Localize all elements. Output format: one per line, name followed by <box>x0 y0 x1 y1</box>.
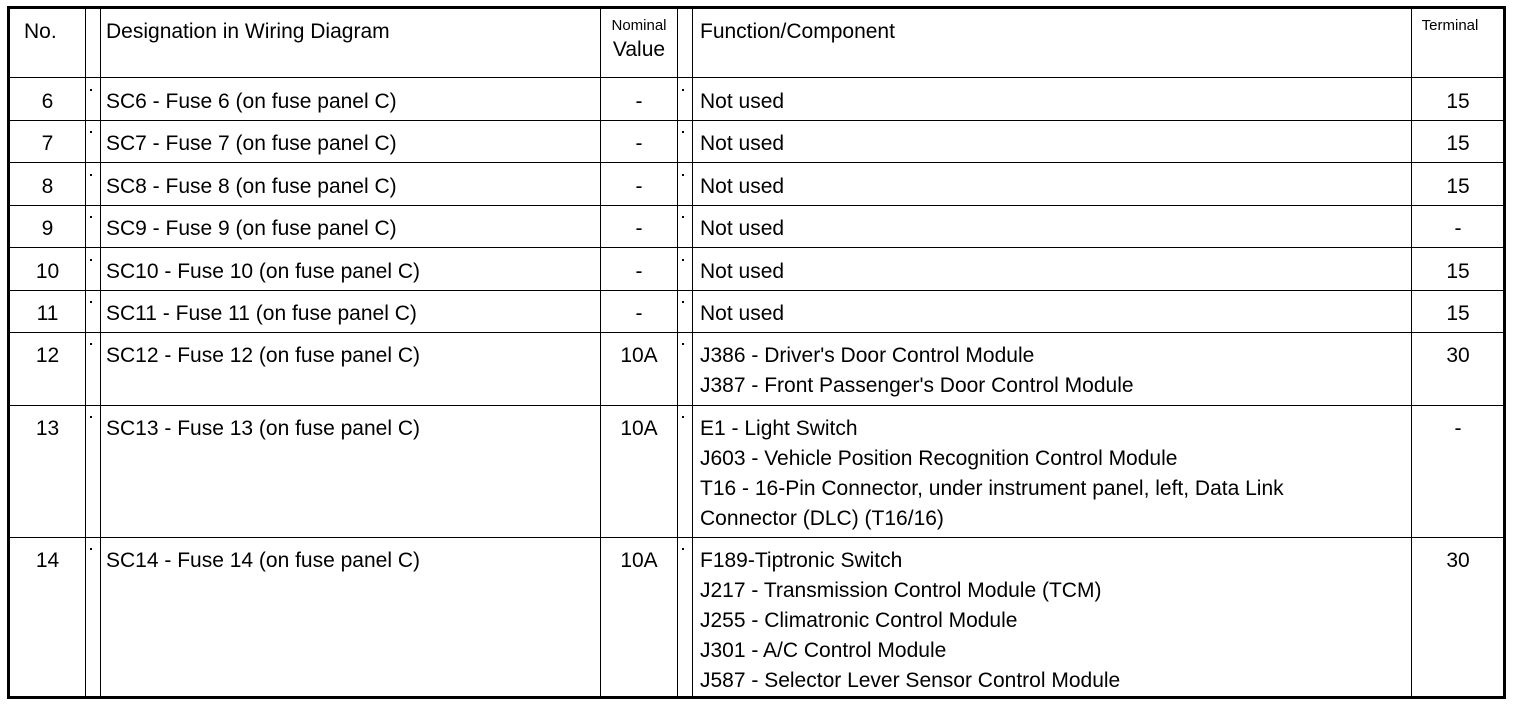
row-function: Connector (DLC) (T16/16) <box>700 507 944 530</box>
row-value: 10A <box>620 344 658 367</box>
row-divider <box>10 205 1503 206</box>
row-function: Not used <box>700 132 785 155</box>
row-designation: SC14 - Fuse 14 (on fuse panel C) <box>106 549 420 572</box>
row-function: Not used <box>700 260 785 283</box>
header-no: No. <box>24 20 57 43</box>
row-value: - <box>635 175 643 198</box>
row-terminal: - <box>1454 217 1462 240</box>
tick-mark <box>682 416 684 418</box>
tick-mark <box>682 548 684 550</box>
row-function: J387 - Front Passenger's Door Control Module <box>700 374 1134 397</box>
row-designation: SC6 - Fuse 6 (on fuse panel C) <box>106 90 397 113</box>
row-no: 10 <box>35 260 60 283</box>
row-divider <box>10 120 1503 121</box>
tick-mark <box>90 216 92 218</box>
header-divider <box>10 77 1503 78</box>
tick-mark <box>90 548 92 550</box>
row-value: 10A <box>620 417 658 440</box>
row-designation: SC10 - Fuse 10 (on fuse panel C) <box>106 260 420 283</box>
row-value: - <box>635 302 643 325</box>
row-function: Not used <box>700 90 785 113</box>
row-value: - <box>635 90 643 113</box>
row-function: J217 - Transmission Control Module (TCM) <box>700 579 1102 602</box>
row-terminal: - <box>1454 417 1462 440</box>
row-function: J386 - Driver's Door Control Module <box>700 344 1035 367</box>
row-divider <box>10 290 1503 291</box>
row-terminal: 15 <box>1446 260 1470 283</box>
tick-mark <box>682 216 684 218</box>
row-terminal: 15 <box>1446 132 1470 155</box>
row-divider <box>10 405 1503 406</box>
row-terminal: 30 <box>1446 344 1470 367</box>
header-designation: Designation in Wiring Diagram <box>106 20 390 43</box>
tick-mark <box>682 174 684 176</box>
tick-mark <box>90 259 92 261</box>
tick-mark <box>682 131 684 133</box>
row-terminal: 15 <box>1446 90 1470 113</box>
tick-mark <box>90 174 92 176</box>
header-nominal: Nominal <box>611 17 667 34</box>
row-value: - <box>635 217 643 240</box>
row-no: 14 <box>35 549 60 572</box>
row-designation: SC7 - Fuse 7 (on fuse panel C) <box>106 132 397 155</box>
row-function: E1 - Light Switch <box>700 417 858 440</box>
row-function: F189-Tiptronic Switch <box>700 549 903 572</box>
row-no: 6 <box>41 90 54 113</box>
tick-mark <box>90 416 92 418</box>
row-terminal: 30 <box>1446 549 1470 572</box>
row-function: Not used <box>700 217 785 240</box>
col-divider <box>677 9 678 696</box>
row-divider <box>10 162 1503 163</box>
row-no: 12 <box>35 344 60 367</box>
row-designation: SC13 - Fuse 13 (on fuse panel C) <box>106 417 420 440</box>
row-function: J255 - Climatronic Control Module <box>700 609 1018 632</box>
col-divider <box>692 9 693 696</box>
row-terminal: 15 <box>1446 302 1470 325</box>
fuse-table <box>7 6 1506 699</box>
row-function: J587 - Selector Lever Sensor Control Module <box>700 669 1121 692</box>
tick-mark <box>90 89 92 91</box>
tick-mark <box>682 301 684 303</box>
row-value: - <box>635 132 643 155</box>
row-designation: SC12 - Fuse 12 (on fuse panel C) <box>106 344 420 367</box>
row-divider <box>10 537 1503 538</box>
row-no: 7 <box>41 132 54 155</box>
tick-mark <box>682 89 684 91</box>
tick-mark <box>90 301 92 303</box>
row-designation: SC11 - Fuse 11 (on fuse panel C) <box>106 302 417 325</box>
row-no: 8 <box>41 175 54 198</box>
row-divider <box>10 332 1503 333</box>
tick-mark <box>682 343 684 345</box>
header-function: Function/Component <box>700 20 895 43</box>
row-terminal: 15 <box>1446 175 1470 198</box>
header-terminal: Terminal <box>1421 17 1479 34</box>
tick-mark <box>90 131 92 133</box>
row-divider <box>10 247 1503 248</box>
row-no: 11 <box>36 302 59 325</box>
tick-mark <box>90 343 92 345</box>
row-value: 10A <box>620 549 658 572</box>
row-no: 9 <box>41 217 54 240</box>
row-no: 13 <box>35 417 60 440</box>
tick-mark <box>682 259 684 261</box>
header-value: Value <box>612 38 666 61</box>
row-value: - <box>635 260 643 283</box>
row-function: Not used <box>700 175 785 198</box>
row-designation: SC9 - Fuse 9 (on fuse panel C) <box>106 217 397 240</box>
col-divider <box>85 9 86 696</box>
col-divider <box>100 9 101 696</box>
row-designation: SC8 - Fuse 8 (on fuse panel C) <box>106 175 397 198</box>
row-function: Not used <box>700 302 785 325</box>
row-function: T16 - 16-Pin Connector, under instrument panel, left, Data Link <box>700 477 1284 500</box>
row-function: J603 - Vehicle Position Recognition Control Module <box>700 447 1178 470</box>
row-function: J301 - A/C Control Module <box>700 639 947 662</box>
